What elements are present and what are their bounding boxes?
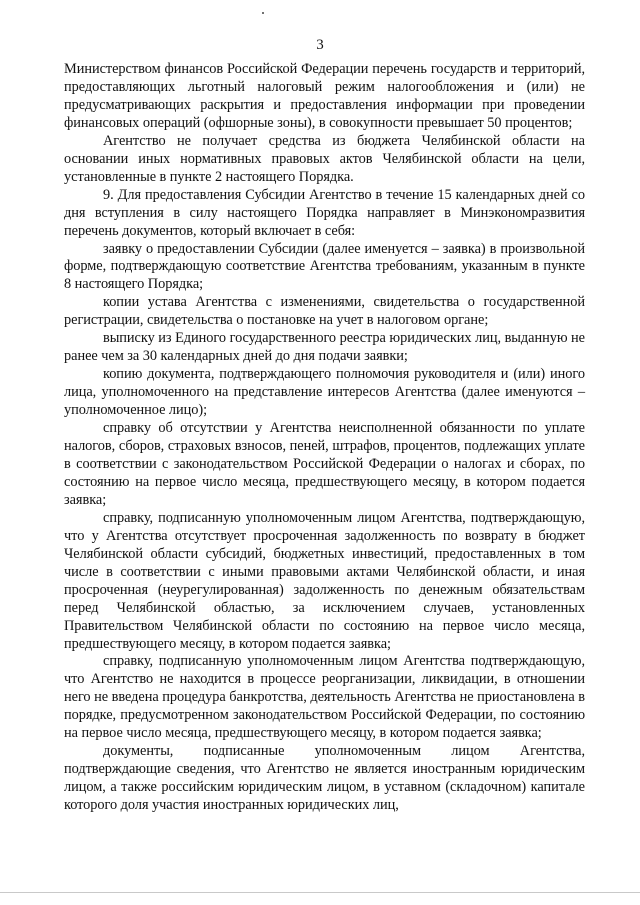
page-bottom-edge: [0, 892, 640, 893]
paragraph: Агентство не получает средства из бюджета Челябинской области на основании иных нормативных правовых актов Челябинской области на цели, установленные в пункте 2 настоящего Порядка.: [64, 132, 585, 185]
list-item-reorganization-certificate: справку, подписанную уполномоченным лицом Агентства подтверждающую, что Агентство не находится в процессе реорганизации, ликвидации, в отношении него не введена процедура банкротства, деятельность Агентства не приостановлена в порядке, предусмотренном законодательством Российской Федерации, по состоянию на первое число месяца, предшествующего месяцу, в котором подается заявка;: [64, 653, 585, 742]
paragraph-continuation: Министерством финансов Российской Федерации перечень государств и территорий, предоставляющих льготный налоговый режим налогообложения и (или) не предусматривающих раскрытия и предоставления информации при проведении финансовых операций (офшорные зоны), в совокупности превышает 50 процентов;: [64, 61, 585, 131]
page-number: 3: [316, 37, 324, 53]
list-item-registry-extract: выписку из Единого государственного реестра юридических лиц, выданную не ранее чем за 30 календарных дней до дня подачи заявки;: [64, 330, 585, 365]
list-item-debt-certificate: справку, подписанную уполномоченным лицом Агентства, подтверждающую, что у Агентства отсутствует просроченная задолженность по возврату в бюджет Челябинской области субсидий, бюджетных инвестиций, предоставленных в том числе в соответствии с иными правовыми актами Челябинской области, и иная просроченная (неурегулированная) задолженность по денежным обязательствам перед Челябинской областью, за исключением случаев, установленных Правительством Челябинской области по состоянию на первое число месяца, предшествующего месяцу, в котором подается заявка;: [64, 509, 585, 652]
paragraph-item-9: 9. Для предоставления Субсидии Агентство в течение 15 календарных дней со дня вступления в силу настоящего Порядка направляет в Минэкономразвития перечень документов, который включает в себя:: [64, 186, 585, 239]
list-item-authority-document: копию документа, подтверждающего полномочия руководителя и (или) иного лица, уполномоченного на представление интересов Агентства (далее именуются – уполномоченное лицо);: [64, 366, 585, 419]
list-item-charter-copies: копии устава Агентства с изменениями, свидетельства о государственной регистрации, свидетельства о постановке на учет в налоговом органе;: [64, 294, 585, 329]
document-body: [64, 61, 585, 815]
scan-speck: [262, 12, 264, 14]
list-item-foreign-entity-documents: документы, подписанные уполномоченным лицом Агентства, подтверждающие сведения, что Агентство не является иностранным юридическим лицом, а также российским юридическим лицом, в уставном (складочном) капитале которого доля участия иностранных юридических лиц,: [64, 743, 585, 814]
list-item-application: заявку о предоставлении Субсидии (далее именуется – заявка) в произвольной форме, подтверждающую соответствие Агентства требованиям, указанным в пункте 8 настоящего Порядка;: [64, 240, 585, 293]
list-item-tax-certificate: справку об отсутствии у Агентства неисполненной обязанности по уплате налогов, сборов, страховых взносов, пеней, штрафов, процентов, подлежащих уплате в соответствии с законодательством Российской Федерации о налогах и сборах, по состоянию на первое число месяца, предшествующего месяцу, в котором подается заявка;: [64, 420, 585, 508]
